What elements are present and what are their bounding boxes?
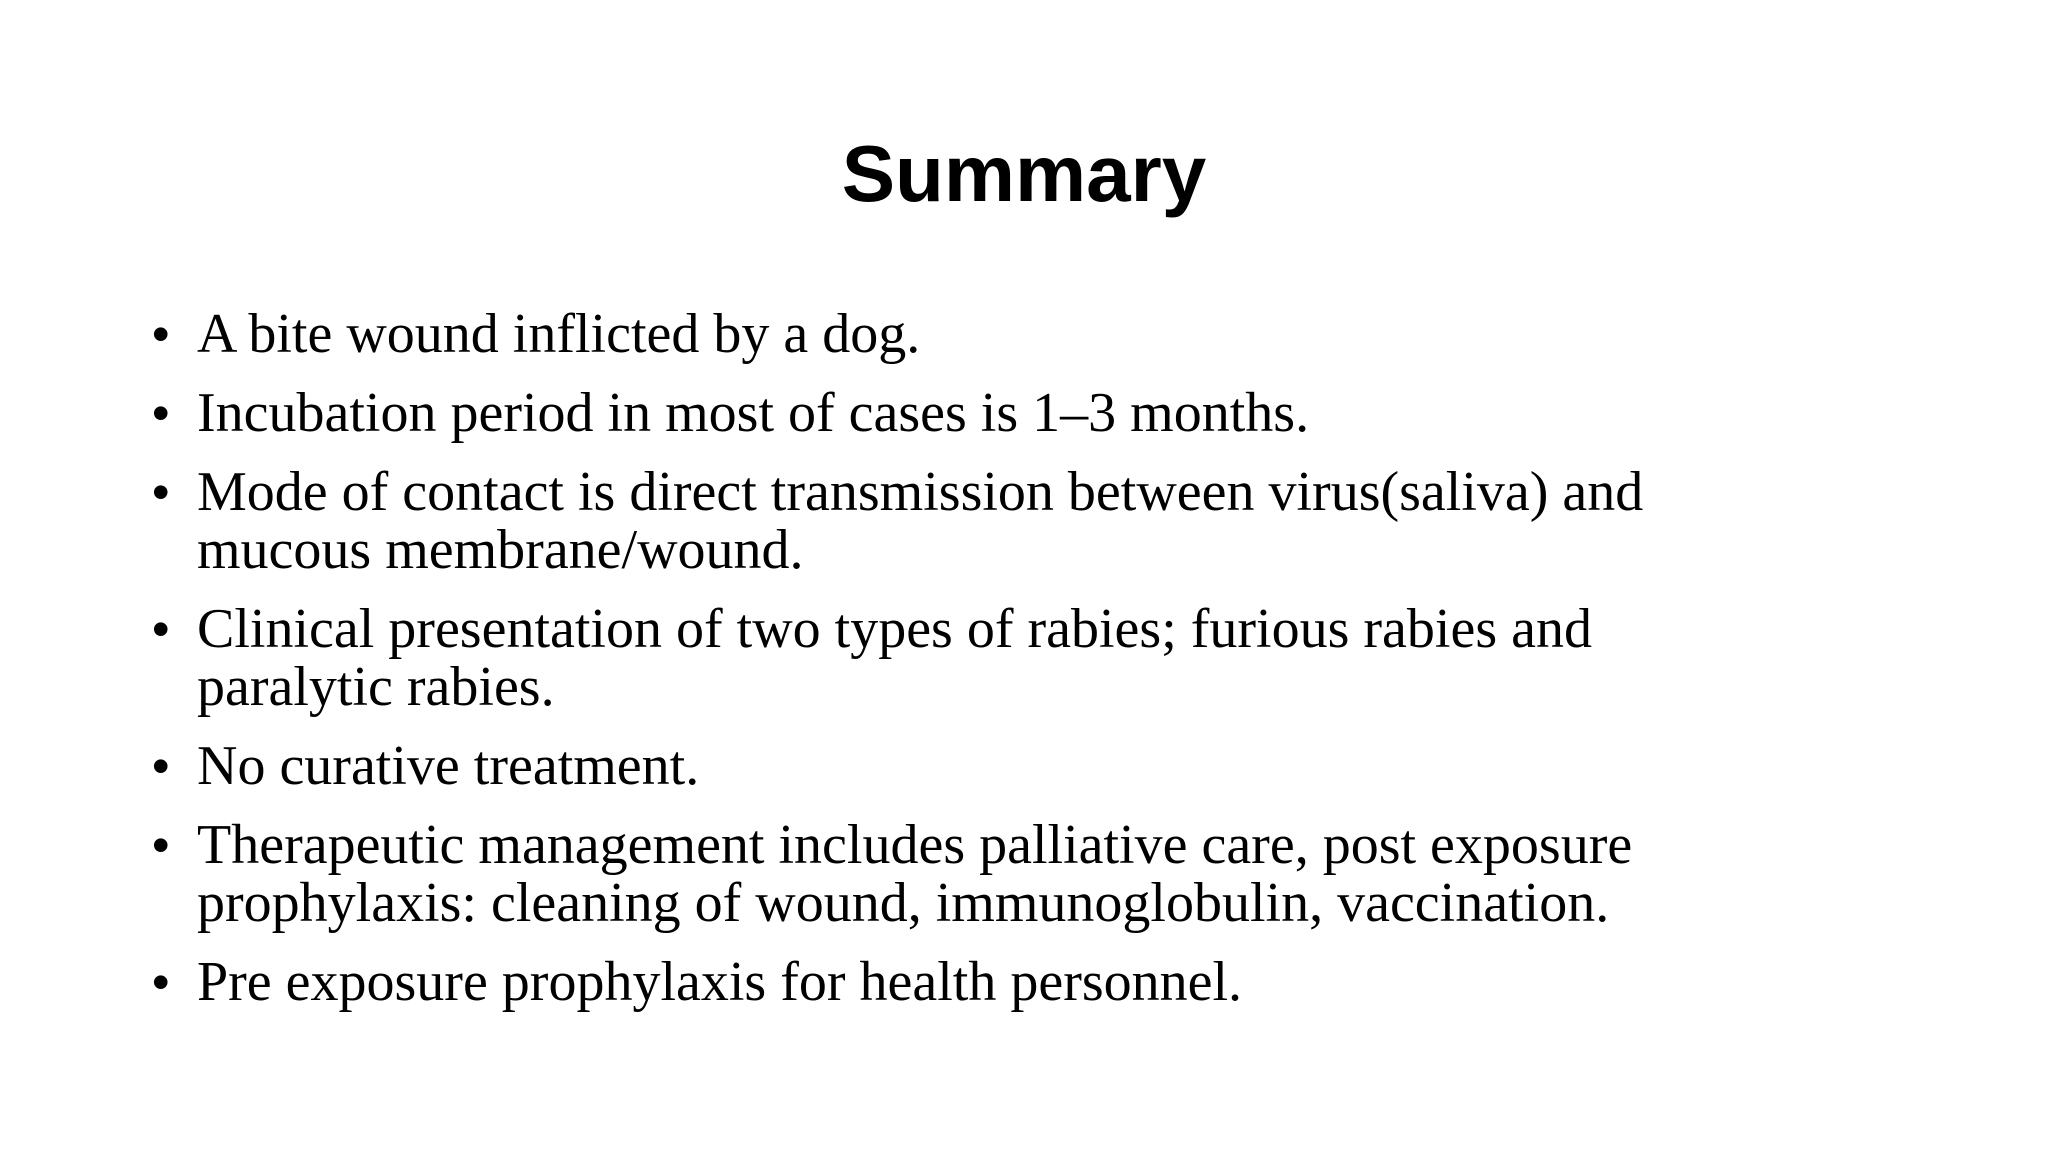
bullet-icon: • — [152, 464, 170, 520]
bullet-item — [152, 953, 1912, 1011]
slide-title: Summary — [841, 129, 1207, 218]
bullet-text: Pre exposure prophylaxis for health personnel. — [197, 951, 1243, 1013]
bullet-item — [152, 600, 1912, 716]
bullet-text: No curative treatment. — [197, 735, 700, 797]
bullet-item — [152, 737, 1912, 795]
bullet-item — [152, 384, 1912, 442]
bullet-text: A bite wound inflicted by a dog. — [197, 303, 921, 365]
bullet-text: Mode of contact is direct transmission between virus(saliva) and mucous membrane/wound. — [197, 461, 1644, 581]
bullet-list — [152, 305, 1912, 1032]
bullet-icon: • — [152, 738, 170, 794]
bullet-text: Incubation period in most of cases is 1–3 months. — [197, 382, 1310, 444]
bullet-icon: • — [152, 954, 170, 1010]
bullet-text: Clinical presentation of two types of rabies; furious rabies and paralytic rabies. — [197, 598, 1592, 718]
bullet-text: Therapeutic management includes palliative care, post exposure prophylaxis: cleaning of wound, immunoglobulin, vaccination. — [197, 814, 1633, 934]
bullet-item — [152, 816, 1912, 932]
bullet-icon: • — [152, 817, 170, 873]
bullet-icon: • — [152, 306, 170, 362]
bullet-item — [152, 305, 1912, 363]
bullet-icon: • — [152, 601, 170, 657]
bullet-icon: • — [152, 385, 170, 441]
bullet-item — [152, 463, 1912, 579]
